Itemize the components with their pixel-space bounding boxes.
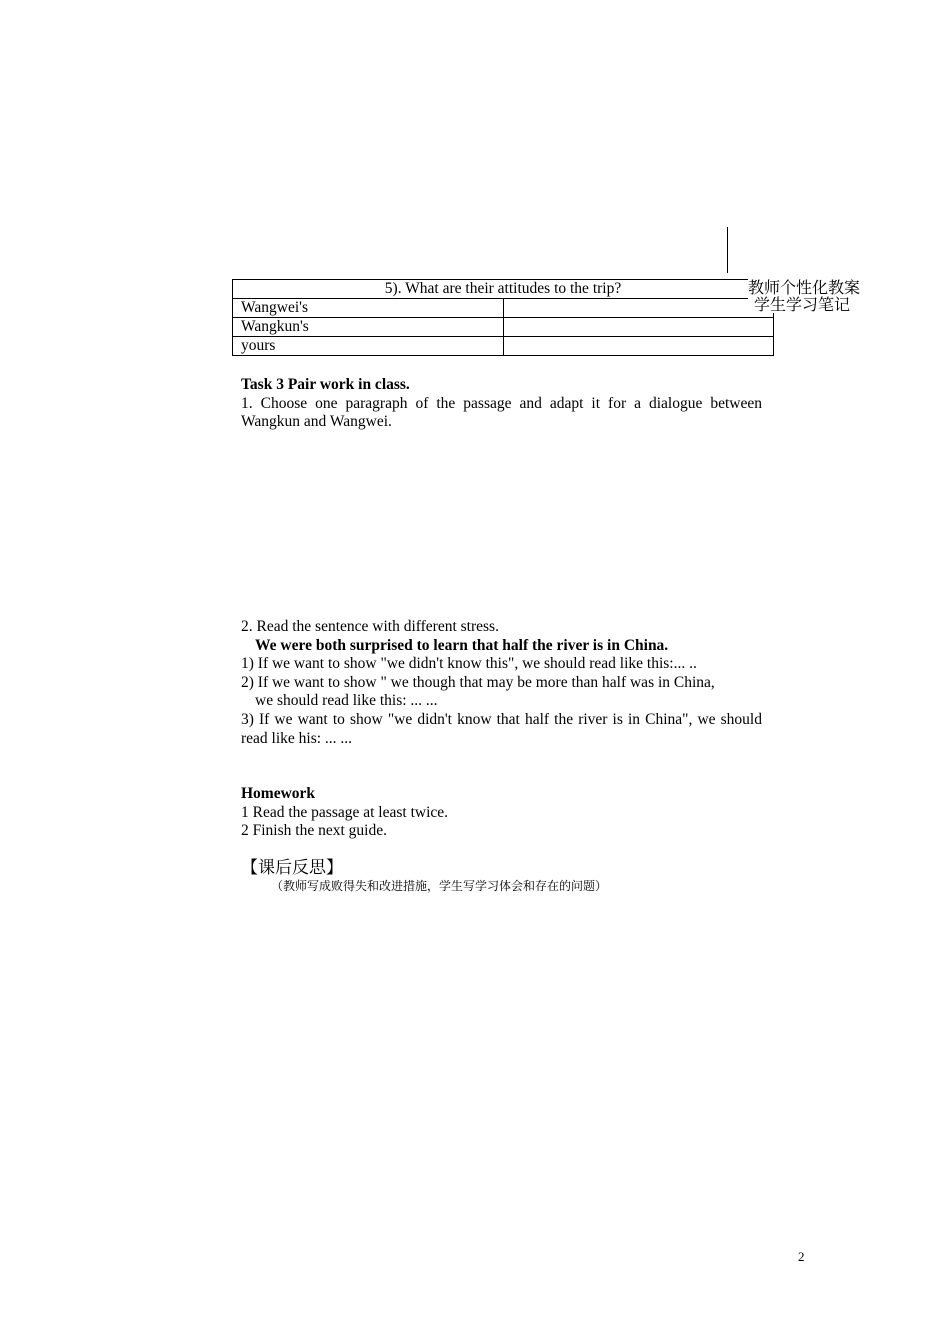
reflection-title: 【课后反思】 — [241, 858, 343, 878]
row-answer-wangkun[interactable] — [504, 318, 774, 337]
attitudes-table — [232, 279, 774, 356]
table-row — [233, 299, 774, 318]
task3-item2: 2. Read the sentence with different stress. — [241, 618, 499, 635]
reflection-note: （教师写成败得失和改进措施，学生写学习体会和存在的问题） — [271, 879, 608, 893]
row-answer-wangwei[interactable] — [504, 299, 774, 318]
row-label-wangkun: Wangkun's — [233, 318, 504, 337]
side-note-teacher: 教师个性化教案 — [748, 278, 861, 297]
row-answer-yours[interactable] — [504, 337, 774, 356]
margin-divider-line — [727, 227, 728, 273]
task3-item1: 1. Choose one paragraph of the passage and adapt it for a dialogue between Wangkun and Wangwei. — [241, 394, 762, 431]
homework-item-2: 2 Finish the next guide. — [241, 822, 387, 840]
homework-section — [241, 785, 762, 841]
side-note — [748, 279, 878, 313]
stress-sentence: We were both surprised to learn that half the river is in China. — [255, 636, 669, 654]
row-label-wangwei: Wangwei's — [233, 299, 504, 318]
table-row — [233, 318, 774, 337]
table-header-row — [233, 280, 774, 299]
task3-section — [241, 376, 762, 432]
stress-case-2-continued: we should read like this: ... ... — [255, 692, 438, 710]
page-number: 2 — [798, 1249, 805, 1264]
stress-case-1: 1) If we want to show "we didn't know this", we should read like this:... .. — [241, 655, 697, 673]
stress-case-3: 3) If we want to show "we didn't know that half the river is in China", we should read like his: ... ... — [241, 710, 762, 747]
stress-case-2: 2) If we want to show " we though that may be more than half was in China, — [241, 673, 715, 691]
side-note-student: 学生学习笔记 — [754, 295, 851, 314]
task3-title: Task 3 Pair work in class. — [241, 376, 410, 393]
stress-section — [241, 618, 762, 748]
row-label-yours: yours — [233, 337, 504, 356]
homework-title: Homework — [241, 785, 316, 802]
table-row — [233, 337, 774, 356]
homework-item-1: 1 Read the passage at least twice. — [241, 803, 449, 821]
table-header: 5). What are their attitudes to the trip? — [233, 280, 774, 299]
